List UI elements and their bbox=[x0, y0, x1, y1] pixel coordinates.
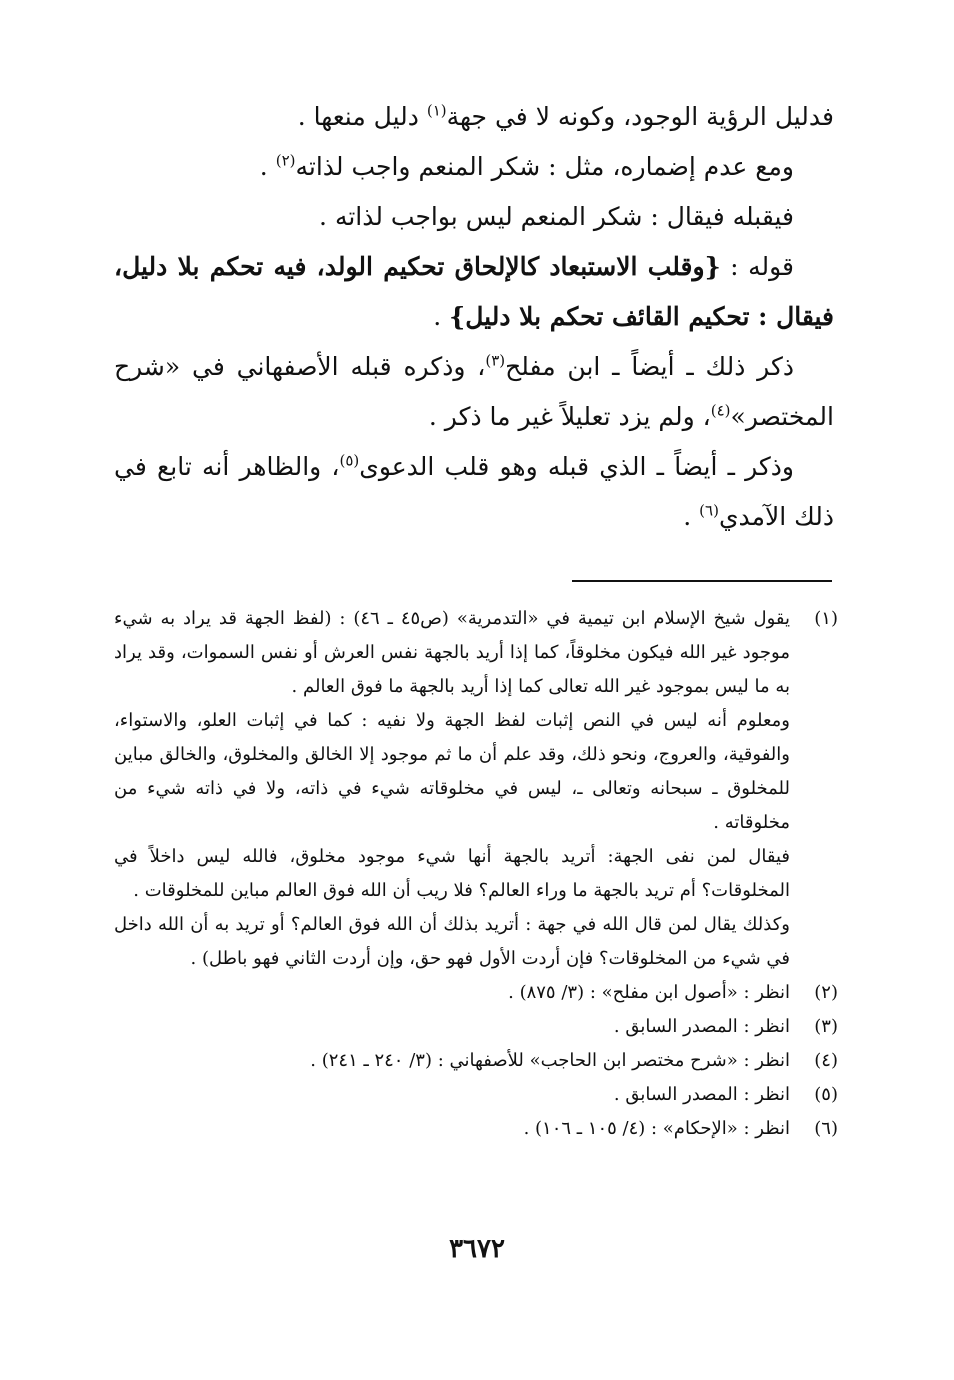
text-run: . bbox=[433, 302, 450, 331]
footnote-paragraph: انظر : «شرح مختصر ابن الحاجب» للأصفهاني : (٣/ ٢٤٠ ـ ٢٤١) . bbox=[310, 1050, 790, 1071]
footnote-paragraph: انظر : المصدر السابق . bbox=[613, 1084, 790, 1105]
footnote-ref-3: (٣) bbox=[485, 351, 506, 370]
paragraph-5 bbox=[114, 342, 834, 442]
footnote-body bbox=[114, 602, 790, 976]
text-run: قوله : bbox=[720, 252, 794, 281]
footnote-1 bbox=[114, 602, 838, 976]
footnote-ref-4: (٤) bbox=[710, 401, 731, 420]
text-run: ، ولم يزد تعليلاً غير ما ذكر . bbox=[428, 402, 711, 431]
text-run: ، وذكره قبله الأصفهاني في «شرح المختصر» bbox=[114, 352, 834, 431]
footnote-paragraph: وكذلك يقال لمن قال الله في جهة : أتريد بذلك أن الله فوق العالم؟ أو تريد به أن الله داخل في شيء من المخلوقات؟ فإن أردت الأول فهو حق، وإن أردت الثاني فهو باطل) . bbox=[114, 914, 790, 969]
footnote-ref-5: (٥) bbox=[339, 451, 360, 470]
text-run: ومع عدم إضماره، مثل : شكر المنعم واجب لذاته bbox=[295, 152, 794, 181]
footnote-number: (٤) bbox=[814, 1050, 838, 1071]
footnote-number: (٦) bbox=[814, 1118, 838, 1139]
footnote-paragraph: انظر : المصدر السابق . bbox=[613, 1016, 790, 1037]
text-run: ذكر ذلك ـ أيضاً ـ ابن مفلح bbox=[505, 352, 794, 381]
paragraph-2 bbox=[114, 142, 834, 192]
footnote-ref-2: (٢) bbox=[275, 151, 296, 170]
paragraph-1 bbox=[114, 92, 834, 142]
footnote-paragraph: يقول شيخ الإسلام ابن تيمية في «التدمرية» (ص٤٥ ـ ٤٦) : (لفظ الجهة قد يراد به شيء موجود غير الله فيكون مخلوقاً، كما إذا أريد بالجهة نفس العرش أو نفس السموات، وقد يراد به ما ليس بموجود غير الله تعالى كما إذا أريد بالجهة ما فوق العالم . bbox=[114, 608, 791, 697]
footnote-2 bbox=[114, 976, 838, 1010]
text-run: . bbox=[683, 502, 700, 531]
footnote-number: (٣) bbox=[814, 1016, 838, 1037]
footnote-separator bbox=[572, 580, 832, 582]
text-run: فدليل الرؤية الوجود، وكونه لا في جهة bbox=[446, 102, 834, 131]
main-text bbox=[114, 92, 834, 542]
footnote-number: (١) bbox=[814, 608, 838, 629]
paragraph-3: فيقبله فيقال : شكر المنعم ليس بواجب لذاته . bbox=[319, 202, 794, 231]
footnote-ref-6: (٦) bbox=[699, 501, 719, 520]
footnote-body bbox=[114, 1010, 790, 1044]
footnote-6 bbox=[114, 1112, 838, 1146]
footnote-body bbox=[114, 976, 790, 1010]
footnotes bbox=[114, 602, 838, 1146]
footnote-number: (٥) bbox=[814, 1084, 838, 1105]
text-run: ، والظاهر أنه تابع في ذلك الآمدي bbox=[114, 452, 834, 531]
footnote-paragraph: ومعلوم أنه ليس في النص إثبات لفظ الجهة ولا نفيه : كما في إثبات العلو، والاستواء، والفوقية، والعروج، ونحو ذلك، وقد علم أن ما ثم موجود إلا الخالق والمخلوق، والخالق مباين للمخلوق ـ سبحانه وتعالى ـ، ليس في مخلوقاته شيء في ذاته، ولا في ذاته شيء من مخلوقاته . bbox=[114, 710, 790, 833]
footnote-4 bbox=[114, 1044, 838, 1078]
text-run: . bbox=[259, 152, 276, 181]
text-run: دليل منعها . bbox=[297, 102, 427, 131]
paragraph-6 bbox=[114, 442, 834, 542]
page-number: ٣٦٧٢ bbox=[449, 1234, 505, 1264]
footnote-paragraph: انظر : «أصول ابن مفلح» : (٣/ ٨٧٥) . bbox=[508, 982, 790, 1003]
footnote-ref-1: (١) bbox=[426, 101, 447, 120]
footnote-body bbox=[114, 1112, 790, 1146]
footnote-paragraph: فيقال لمن نفى الجهة: أتريد بالجهة أنها شيء موجود مخلوق، فالله ليس داخلاً في المخلوقات؟ أم تريد بالجهة ما وراء العالم؟ فلا ريب أن الله فوق العالم مباين للمخلوقات . bbox=[114, 846, 790, 901]
footnote-paragraph: انظر : «الإحكام» : (٤/ ١٠٥ ـ ١٠٦) . bbox=[523, 1118, 790, 1139]
footnote-body bbox=[114, 1078, 790, 1112]
footnote-body bbox=[114, 1044, 790, 1078]
footnote-3 bbox=[114, 1010, 838, 1044]
footnote-5 bbox=[114, 1078, 838, 1112]
footnote-number: (٢) bbox=[814, 982, 838, 1003]
text-run: وذكر ـ أيضاً ـ الذي قبله وهو قلب الدعوى bbox=[359, 452, 794, 481]
quoted-matn: {وقلب الاستبعاد كالإلحاق تحكيم الولد، فيه تحكم بلا دليل، فيقال : تحكيم القائف تحكم بلا دليل} bbox=[114, 252, 834, 331]
paragraph-4 bbox=[114, 242, 834, 342]
